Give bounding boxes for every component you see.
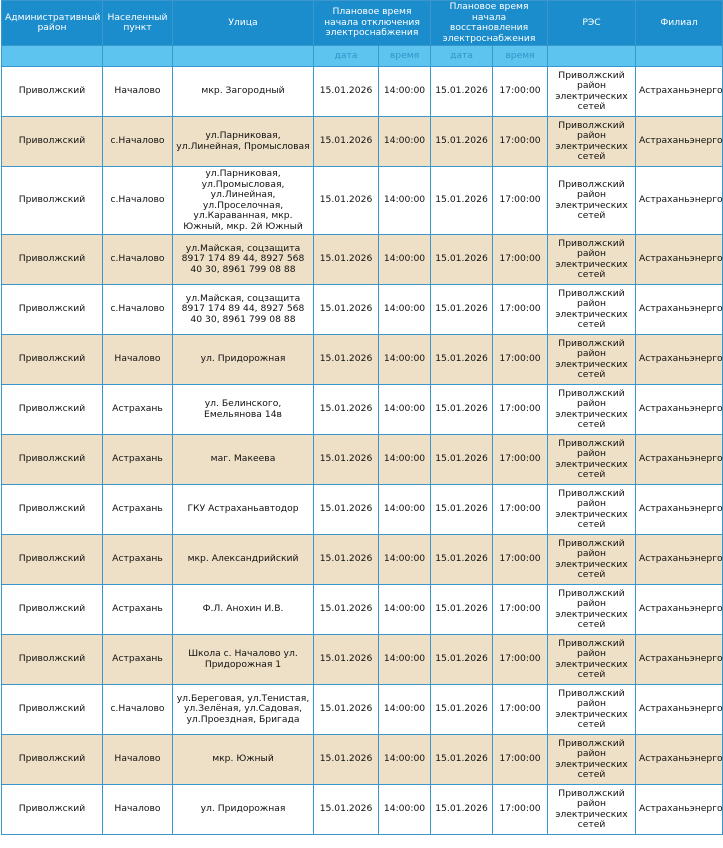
header-street: Улица — [173, 1, 314, 46]
cell-street: ул.Береговая, ул.Тенистая, ул.Зелёная, ул.Садовая, ул.Проездная, Бригада — [173, 685, 314, 735]
cell-restore-date: 15.01.2026 — [431, 235, 493, 285]
cell-branch: Астраханьэнерго — [636, 685, 723, 735]
cell-restore-date: 15.01.2026 — [431, 285, 493, 335]
cell-outage-date: 15.01.2026 — [314, 435, 379, 485]
subheader-date: дата — [314, 46, 379, 67]
cell-outage-time: 14:00:00 — [379, 485, 431, 535]
cell-branch: Астраханьэнерго — [636, 335, 723, 385]
cell-res: Приволжский район электрических сетей — [548, 785, 636, 835]
subheader-time: время — [493, 46, 548, 67]
header-outage-start: Плановое время начала отключения электроснабжения — [314, 1, 431, 46]
cell-outage-date: 15.01.2026 — [314, 685, 379, 735]
cell-district: Приволжский — [2, 385, 103, 435]
cell-outage-time: 14:00:00 — [379, 435, 431, 485]
cell-restore-time: 17:00:00 — [493, 117, 548, 167]
cell-res: Приволжский район электрических сетей — [548, 535, 636, 585]
cell-branch: Астраханьэнерго — [636, 235, 723, 285]
header-branch: Филиал — [636, 1, 723, 46]
cell-outage-time: 14:00:00 — [379, 167, 431, 235]
cell-outage-time: 14:00:00 — [379, 335, 431, 385]
cell-restore-time: 17:00:00 — [493, 235, 548, 285]
table-row — [2, 285, 723, 335]
cell-branch: Астраханьэнерго — [636, 735, 723, 785]
cell-street: ул.Парниковая, ул.Линейная, Промысловая — [173, 117, 314, 167]
cell-res: Приволжский район электрических сетей — [548, 585, 636, 635]
cell-res: Приволжский район электрических сетей — [548, 735, 636, 785]
cell-res: Приволжский район электрических сетей — [548, 235, 636, 285]
cell-res: Приволжский район электрических сетей — [548, 385, 636, 435]
cell-restore-date: 15.01.2026 — [431, 435, 493, 485]
header-settlement: Населенный пункт — [103, 1, 173, 46]
cell-outage-time: 14:00:00 — [379, 235, 431, 285]
cell-district: Приволжский — [2, 167, 103, 235]
cell-res: Приволжский район электрических сетей — [548, 335, 636, 385]
cell-street: ул. Придорожная — [173, 785, 314, 835]
cell-restore-date: 15.01.2026 — [431, 635, 493, 685]
cell-restore-date: 15.01.2026 — [431, 485, 493, 535]
cell-res: Приволжский район электрических сетей — [548, 117, 636, 167]
header-res: РЭС — [548, 1, 636, 46]
cell-restore-date: 15.01.2026 — [431, 385, 493, 435]
cell-district: Приволжский — [2, 335, 103, 385]
cell-settlement: Астрахань — [103, 385, 173, 435]
cell-settlement: с.Началово — [103, 685, 173, 735]
cell-district: Приволжский — [2, 235, 103, 285]
cell-restore-time: 17:00:00 — [493, 635, 548, 685]
cell-restore-time: 17:00:00 — [493, 167, 548, 235]
cell-outage-date: 15.01.2026 — [314, 785, 379, 835]
cell-res: Приволжский район электрических сетей — [548, 485, 636, 535]
outage-table — [1, 0, 723, 835]
cell-restore-date: 15.01.2026 — [431, 167, 493, 235]
cell-restore-date: 15.01.2026 — [431, 785, 493, 835]
table-row — [2, 235, 723, 285]
table-row — [2, 67, 723, 117]
cell-branch: Астраханьэнерго — [636, 435, 723, 485]
cell-restore-date: 15.01.2026 — [431, 335, 493, 385]
cell-street: Школа с. Началово ул. Придорожная 1 — [173, 635, 314, 685]
cell-res: Приволжский район электрических сетей — [548, 285, 636, 335]
cell-settlement: Астрахань — [103, 435, 173, 485]
cell-restore-date: 15.01.2026 — [431, 117, 493, 167]
cell-settlement: с.Началово — [103, 285, 173, 335]
cell-outage-time: 14:00:00 — [379, 735, 431, 785]
cell-outage-date: 15.01.2026 — [314, 585, 379, 635]
cell-res: Приволжский район электрических сетей — [548, 635, 636, 685]
cell-restore-time: 17:00:00 — [493, 535, 548, 585]
cell-restore-time: 17:00:00 — [493, 485, 548, 535]
cell-outage-date: 15.01.2026 — [314, 335, 379, 385]
cell-district: Приволжский — [2, 535, 103, 585]
cell-outage-date: 15.01.2026 — [314, 485, 379, 535]
header-restore: Плановое время начала восстановления электроснабжения — [431, 1, 548, 46]
cell-branch: Астраханьэнерго — [636, 285, 723, 335]
cell-district: Приволжский — [2, 485, 103, 535]
cell-res: Приволжский район электрических сетей — [548, 67, 636, 117]
cell-outage-date: 15.01.2026 — [314, 235, 379, 285]
cell-branch: Астраханьэнерго — [636, 485, 723, 535]
cell-settlement: Астрахань — [103, 635, 173, 685]
cell-outage-time: 14:00:00 — [379, 635, 431, 685]
cell-restore-time: 17:00:00 — [493, 585, 548, 635]
cell-district: Приволжский — [2, 435, 103, 485]
cell-settlement: Астрахань — [103, 485, 173, 535]
cell-restore-time: 17:00:00 — [493, 385, 548, 435]
cell-outage-time: 14:00:00 — [379, 67, 431, 117]
cell-street: маг. Макеева — [173, 435, 314, 485]
cell-street: Ф.Л. Анохин И.В. — [173, 585, 314, 635]
cell-branch: Астраханьэнерго — [636, 535, 723, 585]
table-row — [2, 485, 723, 535]
cell-branch: Астраханьэнерго — [636, 585, 723, 635]
cell-outage-time: 14:00:00 — [379, 785, 431, 835]
cell-settlement: Астрахань — [103, 535, 173, 585]
subheader-date: дата — [431, 46, 493, 67]
cell-outage-date: 15.01.2026 — [314, 535, 379, 585]
cell-street: ул. Придорожная — [173, 335, 314, 385]
cell-settlement: с.Началово — [103, 117, 173, 167]
cell-street: ул.Майская, соцзащита 8917 174 89 44, 8927 568 40 30, 8961 799 08 88 — [173, 285, 314, 335]
cell-district: Приволжский — [2, 685, 103, 735]
cell-restore-time: 17:00:00 — [493, 435, 548, 485]
cell-street: мкр. Александрийский — [173, 535, 314, 585]
cell-outage-time: 14:00:00 — [379, 685, 431, 735]
table-row — [2, 435, 723, 485]
cell-settlement: с.Началово — [103, 235, 173, 285]
cell-restore-time: 17:00:00 — [493, 785, 548, 835]
cell-settlement: Началово — [103, 67, 173, 117]
cell-branch: Астраханьэнерго — [636, 117, 723, 167]
table-row — [2, 585, 723, 635]
cell-restore-time: 17:00:00 — [493, 685, 548, 735]
cell-res: Приволжский район электрических сетей — [548, 685, 636, 735]
cell-restore-date: 15.01.2026 — [431, 735, 493, 785]
cell-branch: Астраханьэнерго — [636, 67, 723, 117]
cell-restore-time: 17:00:00 — [493, 335, 548, 385]
table-row — [2, 735, 723, 785]
cell-outage-time: 14:00:00 — [379, 585, 431, 635]
cell-district: Приволжский — [2, 117, 103, 167]
cell-branch: Астраханьэнерго — [636, 785, 723, 835]
table-row — [2, 785, 723, 835]
cell-settlement: Астрахань — [103, 585, 173, 635]
cell-outage-time: 14:00:00 — [379, 535, 431, 585]
subheader-time: время — [379, 46, 431, 67]
cell-settlement: Началово — [103, 735, 173, 785]
cell-restore-time: 17:00:00 — [493, 285, 548, 335]
cell-outage-date: 15.01.2026 — [314, 735, 379, 785]
cell-branch: Астраханьэнерго — [636, 385, 723, 435]
cell-restore-date: 15.01.2026 — [431, 535, 493, 585]
cell-street: мкр. Загородный — [173, 67, 314, 117]
cell-outage-date: 15.01.2026 — [314, 385, 379, 435]
cell-restore-date: 15.01.2026 — [431, 67, 493, 117]
table-row — [2, 685, 723, 735]
cell-district: Приволжский — [2, 285, 103, 335]
table-row — [2, 335, 723, 385]
table-row — [2, 635, 723, 685]
cell-district: Приволжский — [2, 635, 103, 685]
cell-outage-time: 14:00:00 — [379, 285, 431, 335]
cell-district: Приволжский — [2, 785, 103, 835]
table-row — [2, 385, 723, 435]
cell-outage-date: 15.01.2026 — [314, 285, 379, 335]
cell-street: ул.Парниковая, ул.Промысловая, ул.Линейная, ул.Проселочная, ул.Караванная, мкр. Южный, мкр. 2й Южный — [173, 167, 314, 235]
header-row — [2, 1, 723, 46]
cell-settlement: Началово — [103, 785, 173, 835]
subheader-row — [2, 46, 723, 67]
cell-outage-date: 15.01.2026 — [314, 117, 379, 167]
table-row — [2, 535, 723, 585]
cell-street: ул. Белинского, Емельянова 14в — [173, 385, 314, 435]
cell-settlement: Началово — [103, 335, 173, 385]
cell-branch: Астраханьэнерго — [636, 635, 723, 685]
cell-restore-date: 15.01.2026 — [431, 685, 493, 735]
cell-district: Приволжский — [2, 67, 103, 117]
cell-outage-date: 15.01.2026 — [314, 167, 379, 235]
cell-outage-time: 14:00:00 — [379, 117, 431, 167]
cell-district: Приволжский — [2, 735, 103, 785]
cell-district: Приволжский — [2, 585, 103, 635]
cell-street: ул.Майская, соцзащита 8917 174 89 44, 8927 568 40 30, 8961 799 08 88 — [173, 235, 314, 285]
cell-restore-time: 17:00:00 — [493, 735, 548, 785]
cell-street: ГКУ Астраханьавтодор — [173, 485, 314, 535]
cell-restore-time: 17:00:00 — [493, 67, 548, 117]
table-row — [2, 167, 723, 235]
cell-res: Приволжский район электрических сетей — [548, 167, 636, 235]
cell-settlement: с.Началово — [103, 167, 173, 235]
header-district: Административный район — [2, 1, 103, 46]
cell-outage-date: 15.01.2026 — [314, 635, 379, 685]
cell-outage-time: 14:00:00 — [379, 385, 431, 435]
cell-street: мкр. Южный — [173, 735, 314, 785]
cell-res: Приволжский район электрических сетей — [548, 435, 636, 485]
table-row — [2, 117, 723, 167]
cell-outage-date: 15.01.2026 — [314, 67, 379, 117]
cell-restore-date: 15.01.2026 — [431, 585, 493, 635]
cell-branch: Астраханьэнерго — [636, 167, 723, 235]
